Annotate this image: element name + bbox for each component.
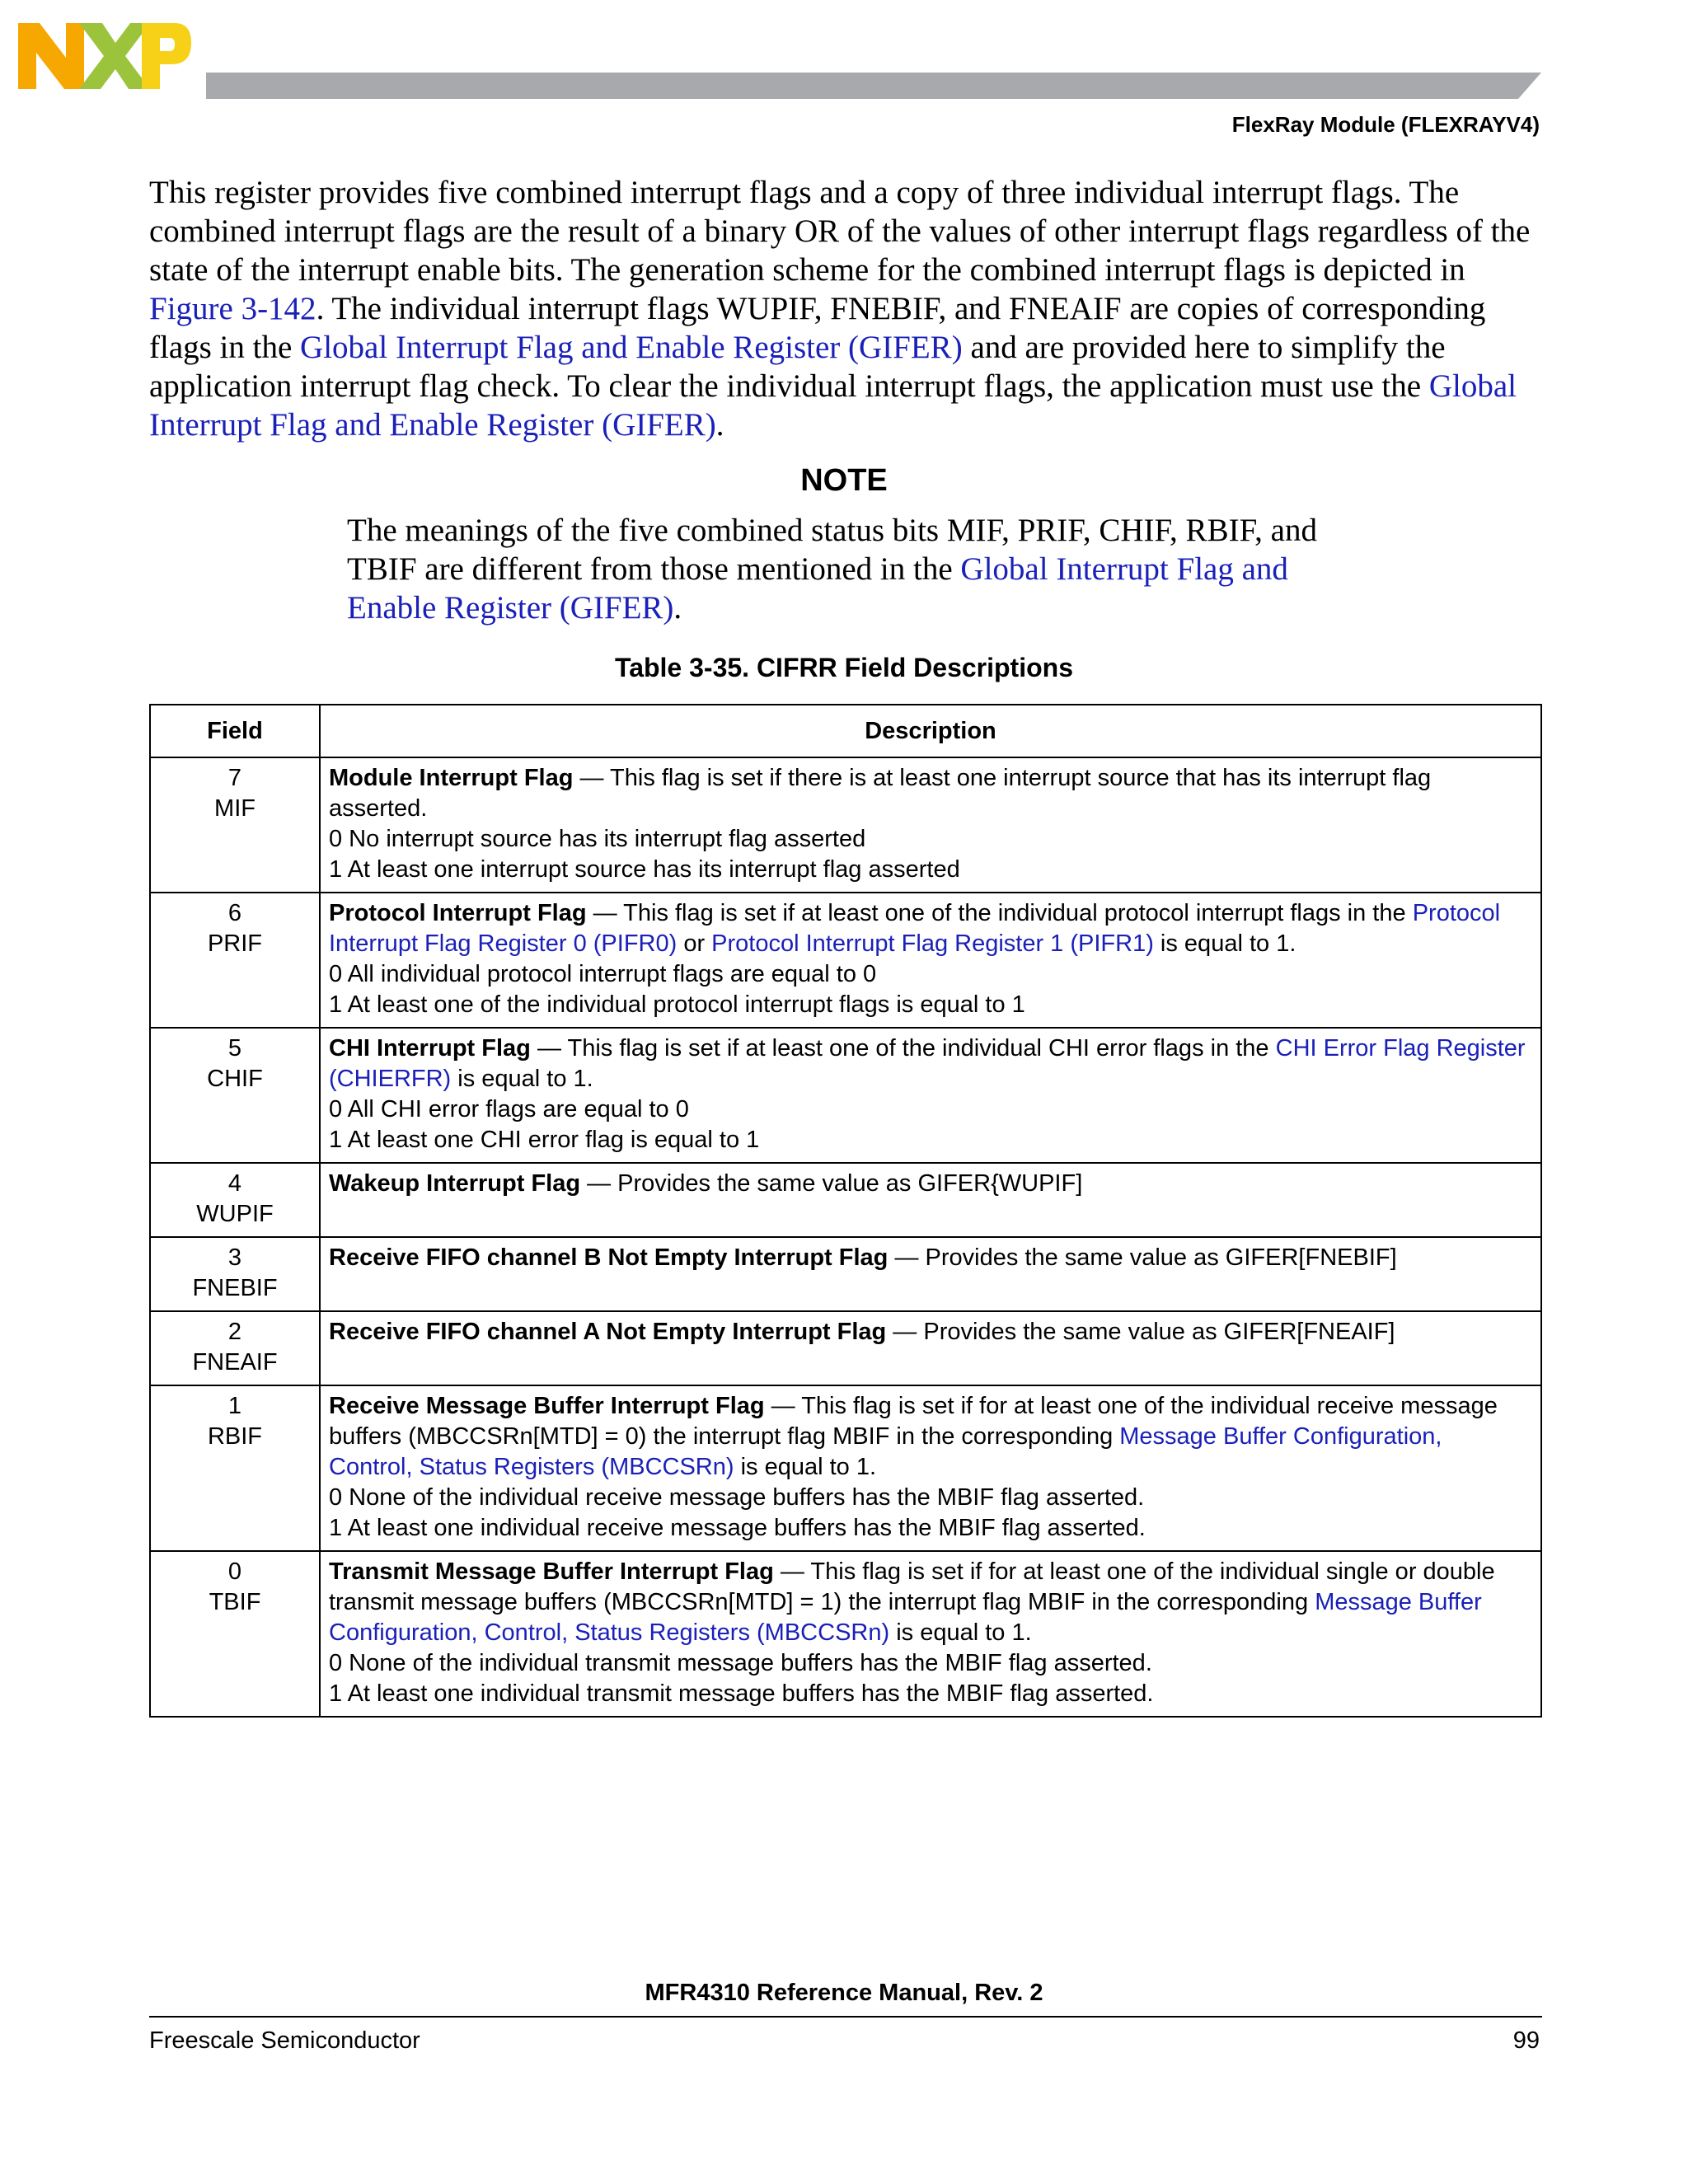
description-text: — Provides the same value as GIFER{WUPIF] <box>580 1170 1083 1197</box>
flag-title: Receive Message Buffer Interrupt Flag <box>329 1393 765 1419</box>
table-row <box>150 1028 1541 1163</box>
flag-title: CHI Interrupt Flag <box>329 1035 531 1062</box>
field-cell <box>150 1163 320 1237</box>
field-name: WUPIF <box>196 1201 274 1227</box>
table-row <box>150 757 1541 893</box>
description-cell <box>320 1551 1541 1717</box>
note-title: NOTE <box>800 463 888 498</box>
figure-link[interactable]: Figure 3-142 <box>149 291 316 326</box>
running-head: FlexRay Module (FLEXRAYV4) <box>1231 112 1540 137</box>
bit-number: 5 <box>227 1035 242 1062</box>
description-text: — This flag is set if at least one of the individual protocol interrupt flags in the <box>586 900 1413 926</box>
value-0: 0 None of the individual receive message buffers has the MBIF flag asserted. <box>329 1484 1145 1511</box>
pifr1-link[interactable]: Protocol Interrupt Flag Register 1 (PIFR1) <box>711 930 1154 957</box>
mbccsrn-link[interactable]: Message Buffer Configuration, Control, Status Registers (MBCCSRn) <box>329 1423 1442 1480</box>
table-row <box>150 1237 1541 1311</box>
description-cell <box>320 1163 1541 1237</box>
mbccsrn-link[interactable]: Message Buffer Configuration, Control, Status Registers (MBCCSRn) <box>329 1589 1482 1646</box>
column-header-field: Field <box>150 705 320 757</box>
flag-title: Transmit Message Buffer Interrupt Flag <box>329 1558 774 1585</box>
description-text: — This flag is set if at least one of the individual CHI error flags in the <box>530 1035 1276 1062</box>
field-cell <box>150 1311 320 1385</box>
value-1: 1 At least one interrupt source has its interrupt flag asserted <box>329 856 960 883</box>
description-text: is equal to 1. <box>1153 930 1296 957</box>
note-text: . <box>673 590 682 626</box>
value-1: 1 At least one individual transmit message buffers has the MBIF flag asserted. <box>329 1680 1154 1707</box>
description-cell <box>320 1237 1541 1311</box>
description-text: is equal to 1. <box>889 1619 1032 1646</box>
gifer-link[interactable]: Global Interrupt Flag and Enable Register (GIFER) <box>149 368 1517 443</box>
bit-number: 4 <box>227 1170 242 1197</box>
bit-number: 7 <box>227 765 242 791</box>
description-text: — This flag is set if there is at least one interrupt source that has its interrupt flag asserted. <box>329 765 1432 822</box>
flag-title: Module Interrupt Flag <box>329 765 574 791</box>
description-cell <box>320 1311 1541 1385</box>
table-header-row <box>150 705 1541 757</box>
flag-title: Protocol Interrupt Flag <box>329 900 587 926</box>
table-row <box>150 1385 1541 1551</box>
description-cell <box>320 757 1541 893</box>
field-name: FNEBIF <box>192 1275 278 1301</box>
description-text: is equal to 1. <box>734 1454 877 1480</box>
field-name: TBIF <box>209 1589 261 1615</box>
field-cell <box>150 1551 320 1717</box>
field-name: MIF <box>214 795 256 822</box>
description-cell <box>320 1028 1541 1163</box>
flag-title: Receive FIFO channel A Not Empty Interrupt Flag <box>329 1319 887 1345</box>
bit-number: 2 <box>227 1319 242 1345</box>
value-1: 1 At least one CHI error flag is equal to 1 <box>329 1127 760 1153</box>
gifer-link[interactable]: Global Interrupt Flag and Enable Register (GIFER) <box>300 330 963 365</box>
description-cell <box>320 1385 1541 1551</box>
value-0: 0 All CHI error flags are equal to 0 <box>329 1096 689 1122</box>
gifer-link[interactable]: Global Interrupt Flag and Enable Register (GIFER) <box>347 551 1288 626</box>
field-cell <box>150 757 320 893</box>
table-row <box>150 1311 1541 1385</box>
description-text: is equal to 1. <box>451 1066 593 1092</box>
value-0: 0 No interrupt source has its interrupt flag asserted <box>329 826 866 852</box>
footer-title: MFR4310 Reference Manual, Rev. 2 <box>645 1980 1043 2006</box>
note-body <box>347 511 1369 627</box>
intro-text: and are provided here to simplify the application interrupt flag check. To clear the individual interrupt flags, the application must use the <box>149 330 1446 404</box>
value-1: 1 At least one individual receive message buffers has the MBIF flag asserted. <box>329 1515 1146 1541</box>
field-name: PRIF <box>207 930 263 957</box>
description-text: — Provides the same value as GIFER[FNEBIF] <box>888 1244 1397 1271</box>
intro-text: . The individual interrupt flags WUPIF, FNEBIF, and FNEAIF are copies of corresponding flags in the <box>149 291 1486 365</box>
intro-paragraph <box>149 173 1542 444</box>
bit-number: 0 <box>227 1558 242 1585</box>
bit-number: 1 <box>227 1393 242 1419</box>
chierfr-link[interactable]: CHI Error Flag Register (CHIERFR) <box>329 1035 1526 1092</box>
value-1: 1 At least one of the individual protocol interrupt flags is equal to 1 <box>329 991 1025 1018</box>
header-bar <box>206 73 1541 99</box>
field-cell <box>150 893 320 1028</box>
description-text: — This flag is set if for at least one of the individual receive message buffers (MBCCSRn[MTD] = 0) the interrupt flag MBIF in the corresponding <box>329 1393 1498 1450</box>
pifr0-link[interactable]: Protocol Interrupt Flag Register 0 (PIFR0) <box>329 900 1501 957</box>
flag-title: Receive FIFO channel B Not Empty Interrupt Flag <box>329 1244 889 1271</box>
nxp-logo <box>18 23 191 89</box>
field-name: CHIF <box>207 1066 263 1092</box>
flag-title: Wakeup Interrupt Flag <box>329 1170 581 1197</box>
footer-company: Freescale Semiconductor <box>149 2027 420 2054</box>
field-name: FNEAIF <box>192 1349 278 1376</box>
field-cell <box>150 1028 320 1163</box>
note-text: The meanings of the five combined status bits MIF, PRIF, CHIF, RBIF, and TBIF are different from those mentioned in the <box>347 513 1317 587</box>
intro-text: . <box>715 407 724 443</box>
table-row <box>150 893 1541 1028</box>
field-name: RBIF <box>207 1423 263 1450</box>
field-cell <box>150 1385 320 1551</box>
description-text: — Provides the same value as GIFER[FNEAIF] <box>886 1319 1395 1345</box>
field-descriptions-table <box>149 704 1542 1718</box>
description-cell <box>320 893 1541 1028</box>
value-0: 0 All individual protocol interrupt flags are equal to 0 <box>329 961 877 987</box>
description-text: — This flag is set if for at least one of the individual single or double transmit message buffers (MBCCSRn[MTD] = 1) the interrupt flag MBIF in the corresponding <box>329 1558 1495 1615</box>
bit-number: 3 <box>227 1244 242 1271</box>
description-text: or <box>677 930 712 957</box>
intro-text: This register provides five combined interrupt flags and a copy of three individual interrupt flags. The combined interrupt flags are the result of a binary OR of the values of other interrupt flags regardless of the state of the interrupt enable bits. The generation scheme for the combined interrupt flags is depicted in <box>149 175 1531 288</box>
table-caption: Table 3-35. CIFRR Field Descriptions <box>615 653 1073 682</box>
column-header-description: Description <box>320 705 1541 757</box>
table-row <box>150 1163 1541 1237</box>
value-0: 0 None of the individual transmit message buffers has the MBIF flag asserted. <box>329 1650 1152 1676</box>
footer-divider <box>149 2016 1542 2018</box>
field-cell <box>150 1237 320 1311</box>
bit-number: 6 <box>227 900 242 926</box>
page-number: 99 <box>1512 2027 1540 2054</box>
table-row <box>150 1551 1541 1717</box>
